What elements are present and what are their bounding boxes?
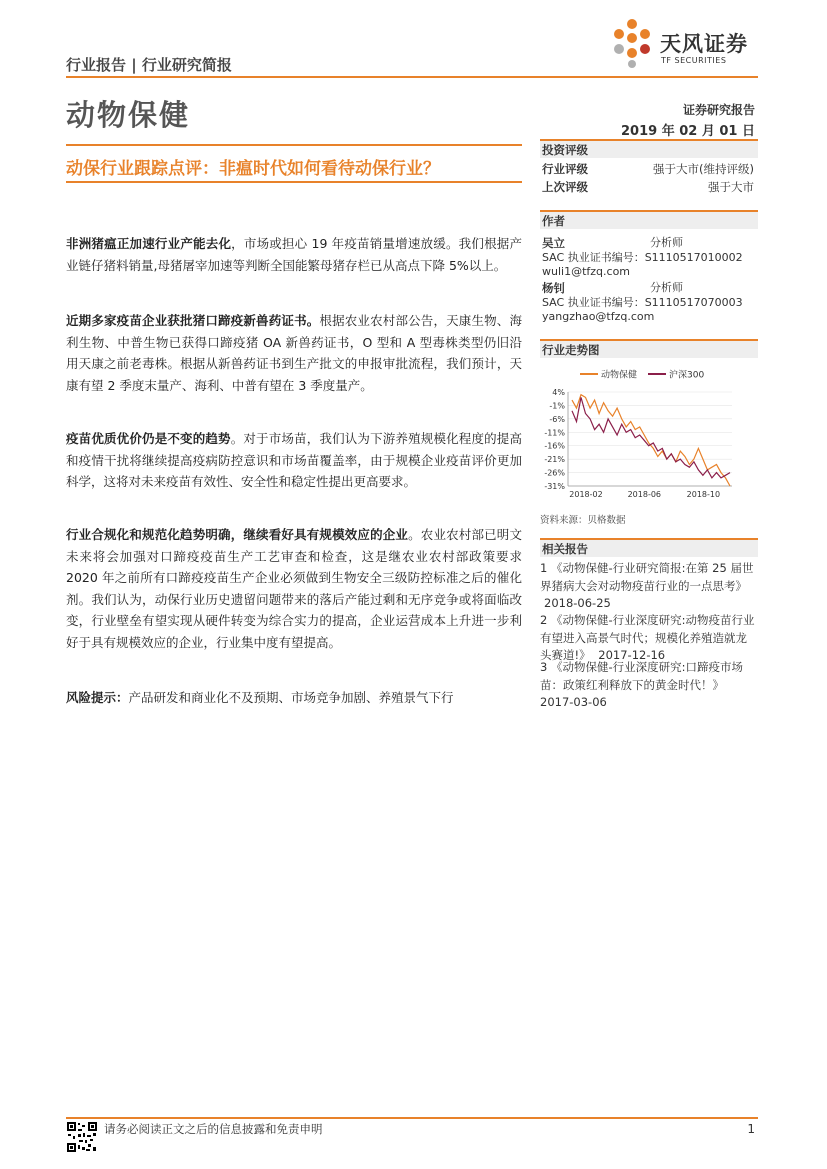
paragraph-4 [66,524,522,653]
x-tick-label: 2018-02 [569,490,603,499]
trend-heading: 行业走势图 [540,339,758,358]
author-name: 吴立 [542,236,565,250]
header-divider [66,76,758,78]
title-top-rule [66,144,522,146]
paragraph-text: 产品研发和商业化不及预期、市场竞争加剧、养殖景气下行 [128,690,454,705]
chart-source: 资料来源：贝格数据 [540,515,626,526]
logo-text-en: TF SECURITIES [661,56,727,65]
author-name: 杨钊 [542,281,565,295]
legend-label: 沪深300 [669,370,705,381]
paragraph-lead: 风险提示： [66,690,129,705]
legend-label: 动物保健 [601,370,638,381]
paragraph-lead: 行业合规化和规范化趋势明确，继续看好具有规模效应的企业 [66,527,409,542]
paragraph-text: ，市场或担心 19 年疫苗销量增速放缓。我们根据产业链仔猪料销量,母猪屠宰加速等判断全国能繁母猪存栏已从高点下降 5%以上。 [66,236,522,273]
rating-heading: 投资评级 [540,139,758,158]
title-bottom-rule [66,181,522,183]
logo-text-cn: 天风证券 [660,32,748,56]
paragraph-1 [66,233,522,276]
qr-code-icon [66,1121,98,1153]
x-tick-label: 2018-10 [686,490,721,499]
related-item-text: 3 《动物保健-行业深度研究:口蹄疫市场苗：政策红利释放下的黄金时代！》 [540,660,743,692]
paragraph-text: 根据农业农村部公告，天康生物、海利生物、中普生物已获得口蹄疫猪 OA 新兽药证书，O 型和 A 型毒株类型仍旧沿用天康之前老毒株。根据从新兽药证书到生产批文的申报审批流程，我们预计，天康有望 2 季度末量产、海利、中普有望在 3 季度量产。 [66,313,522,393]
report-type: 证券研究报告 [682,103,755,117]
rating-row [542,160,754,178]
rating-label: 上次评级 [542,180,588,194]
x-tick-label: 2018-06 [627,490,662,499]
related-heading: 相关报告 [540,538,758,557]
paragraph-text: 。农业农村部已明文未来将会加强对口蹄疫疫苗生产工艺审查和检查，这是继农业农村部政策要求 2020 年之前所有口蹄疫疫苗生产企业必须做到生物安全三级防控标准之后的催化剂。我们认为，动保行业历史遗留问题带来的落后产能过剩和无序竞争或将面临改变，行业壁垒有望实现从硬件转变为综合实力的提高，企业运营成本上升进一步利好于具有规模效应的企业，行业集中度有望提高。 [66,527,522,650]
paragraph-lead: 近期多家疫苗企业获批猪口蹄疫新兽药证书。 [66,313,320,328]
related-item[interactable] [540,612,758,665]
related-item-text: 2 《动物保健-行业深度研究:动物疫苗行业有望进入高景气时代；规模化养殖造就龙头赛道!》 [540,613,755,662]
trend-chart [540,362,758,502]
y-tick-label: -21% [544,455,565,465]
rating-label: 行业评级 [542,162,588,176]
page-number: 1 [747,1122,755,1136]
author-card [542,236,754,279]
related-item-date: 2017-12-16 [598,648,666,662]
author-email[interactable]: wuli1@tfzq.com [542,265,631,278]
authors-heading: 作者 [540,210,758,229]
paragraph-2 [66,310,522,396]
report-category: 行业报告 | 行业研究简报 [66,56,232,74]
y-tick-label: -6% [549,414,565,424]
paragraph-text: 。对于市场苗，我们认为下游养殖规模化程度的提高和疫情干扰将继续提高疫病防控意识和市场苗覆盖率，由于规模企业疫苗评价更加科学，这将对未来疫苗有效性、安全性和稳定性提出更高要求。 [66,431,522,489]
company-logo [610,18,760,74]
author-sac: SAC 执业证书编号：S1110517010002 [542,251,743,264]
paragraph-3 [66,428,522,493]
report-date: 2019 年 02 月 01 日 [621,124,755,139]
sector-title: 动物保健 [66,98,191,132]
y-tick-label: -1% [549,401,565,411]
y-tick-label: 4% [552,388,565,397]
logo-mark-icon [610,18,654,68]
rating-value: 强于大市(维持评级) [653,162,754,176]
y-tick-label: -26% [544,468,565,478]
report-title: 动保行业跟踪点评：非瘟时代如何看待动保行业？ [66,159,440,179]
disclaimer-link[interactable]: 请务必阅读正文之后的信息披露和免责申明 [104,1122,323,1136]
author-card [542,281,754,324]
related-item[interactable] [540,560,758,613]
related-item-text: 1 《动物保健-行业研究简报:在第 25 届世界猪病大会对动物疫苗行业的一点思考》 [540,561,754,593]
footer-divider [66,1117,758,1119]
paragraph-lead: 疫苗优质优价仍是不变的趋势 [66,431,231,446]
y-tick-label: -31% [544,482,565,491]
author-role: 分析师 [650,281,683,294]
author-role: 分析师 [650,236,683,249]
author-sac: SAC 执业证书编号：S1110517070003 [542,296,743,309]
risk-warning [66,687,522,709]
related-item-date: 2017-03-06 [540,695,607,709]
rating-value: 强于大市 [708,180,754,194]
paragraph-lead: 非洲猪瘟正加速行业产能去化 [66,236,232,251]
rating-row [542,178,754,196]
y-tick-label: -16% [544,441,565,451]
author-email[interactable]: yangzhao@tfzq.com [542,310,655,323]
y-tick-label: -11% [544,428,565,438]
related-item[interactable] [540,659,758,712]
related-item-date: 2018-06-25 [544,596,611,610]
